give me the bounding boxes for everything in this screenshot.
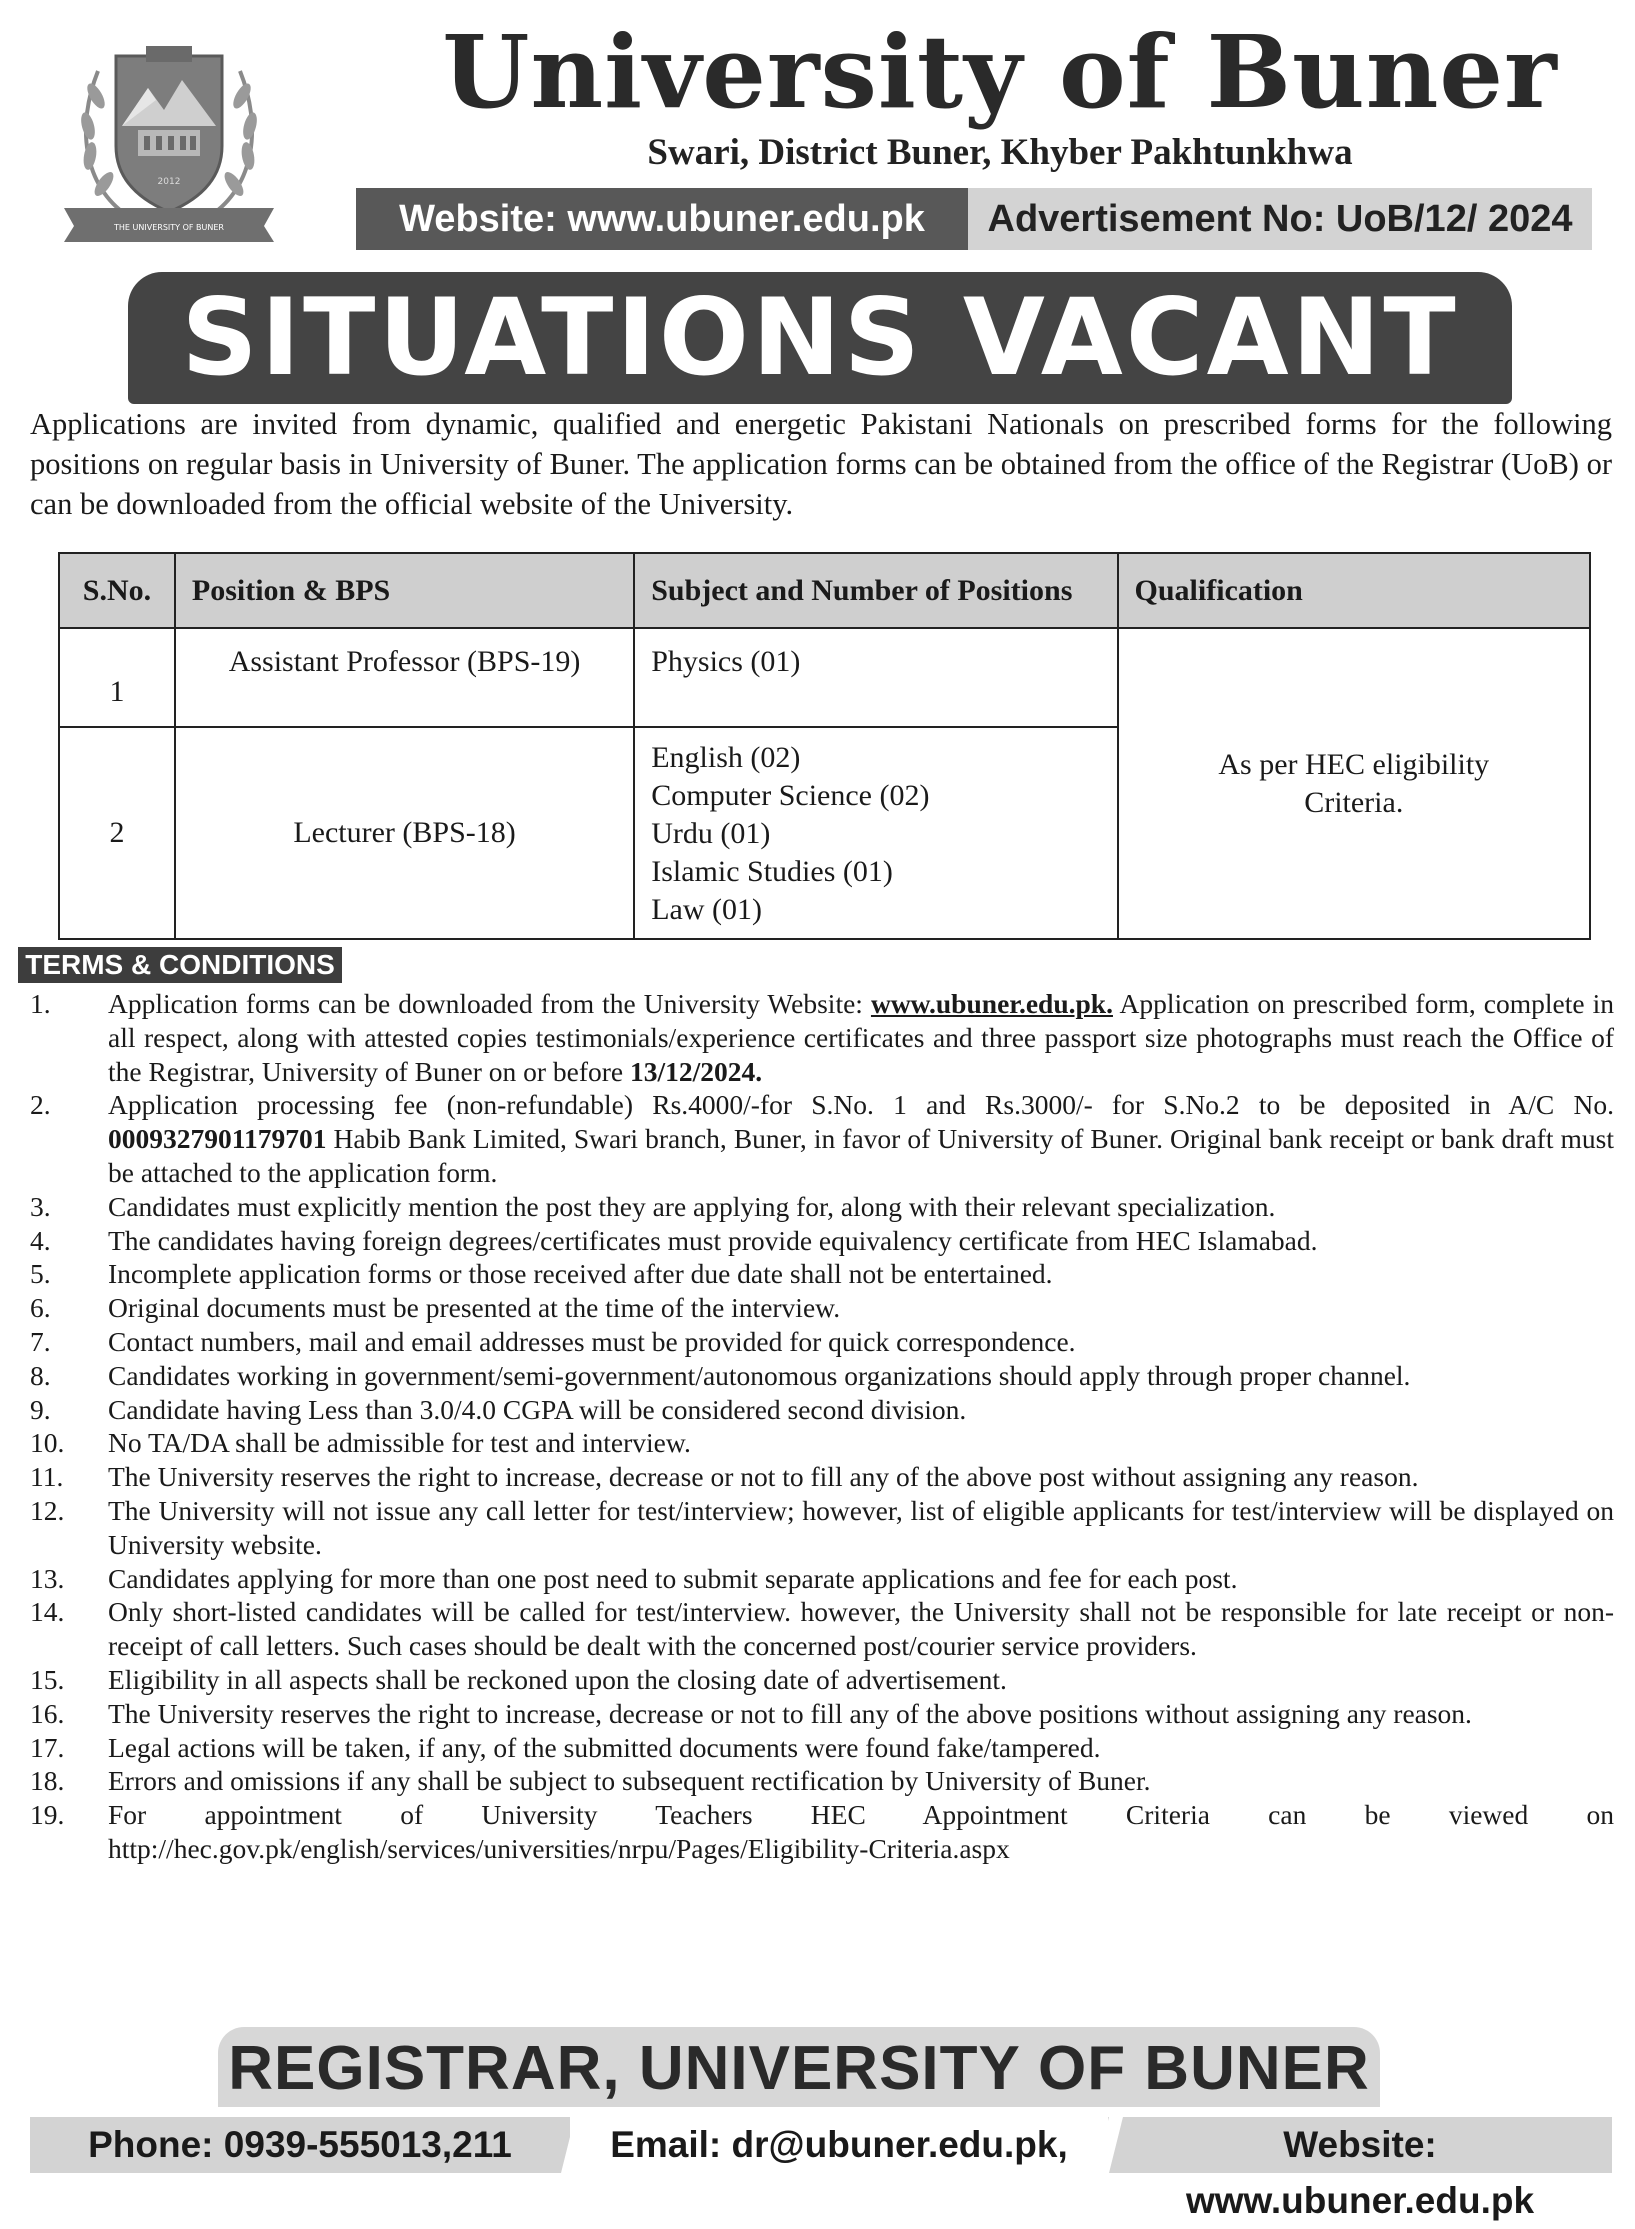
terms-item <box>20 1764 1614 1798</box>
terms-text-run: Candidates working in government/semi-government/autonomous organizations should apply through proper channel. <box>108 1359 1411 1391</box>
terms-item <box>20 987 1614 1088</box>
terms-item-number: 2. <box>30 1089 51 1121</box>
terms-item <box>20 1190 1614 1224</box>
terms-item <box>20 1291 1614 1325</box>
terms-item-text <box>108 1494 1614 1562</box>
row-position: Assistant Professor (BPS-19) <box>175 628 634 727</box>
terms-item-number: 8. <box>30 1359 51 1391</box>
terms-item <box>20 1426 1614 1460</box>
emphasis-text: 13/12/2024. <box>630 1055 763 1087</box>
registrar-signature: REGISTRAR, UNIVERSITY OF BUNER <box>218 2027 1380 2107</box>
terms-text-run: Errors and omissions if any shall be subject to subsequent rectification by University of Buner. <box>108 1765 1151 1797</box>
terms-item-text <box>108 987 1614 1088</box>
terms-item-text <box>108 1224 1614 1258</box>
terms-item-number: 6. <box>30 1292 51 1324</box>
subject-item: English (02) <box>651 741 801 774</box>
terms-item-number: 10. <box>30 1427 65 1459</box>
terms-item-text <box>108 1798 1614 1866</box>
terms-text-run: Only short-listed candidates will be called for test/interview. however, the University shall not be responsible for late receipt or non-receipt of call letters. Such cases should be dealt with the concerned post/courier service providers. <box>108 1596 1614 1662</box>
subject-item: Law (01) <box>651 893 763 926</box>
terms-item-number: 1. <box>30 988 51 1019</box>
university-address: Swari, District Buner, Khyber Pakhtunkhwa <box>647 132 1353 173</box>
terms-text-run: Original documents must be presented at the time of the interview. <box>108 1292 841 1324</box>
terms-text-run: Application processing fee (non-refundable) Rs.4000/-for S.No. 1 and Rs.3000/- for S.No.2 to be deposited in A/C No. <box>108 1089 1614 1121</box>
terms-item-text <box>108 1088 1614 1189</box>
terms-item-text <box>108 1359 1614 1393</box>
svg-text:THE UNIVERSITY OF BUNER: THE UNIVERSITY OF BUNER <box>114 223 224 232</box>
terms-heading: TERMS & CONDITIONS <box>18 947 342 983</box>
terms-item-number: 3. <box>30 1190 51 1222</box>
subject-item: Urdu (01) <box>651 817 771 850</box>
terms-item <box>20 1325 1614 1359</box>
terms-item-text <box>108 1562 1614 1596</box>
table-header-row <box>59 553 1590 628</box>
terms-text-run: No TA/DA shall be admissible for test and interview. <box>108 1427 691 1459</box>
terms-text-run: Candidates must explicitly mention the post they are applying for, along with their relevant specialization. <box>108 1190 1276 1222</box>
terms-text-run: Candidate having Less than 3.0/4.0 CGPA will be considered second division. <box>108 1393 967 1425</box>
qualification-cell <box>1118 628 1590 939</box>
contact-bar <box>30 2117 1612 2221</box>
terms-item-number: 19. <box>30 1799 65 1831</box>
terms-item-number: 16. <box>30 1697 65 1729</box>
terms-item-text <box>108 1697 1614 1731</box>
advertisement-number: Advertisement No: UoB/12/ 2024 <box>968 188 1592 250</box>
phone-number[interactable]: Phone: 0939-555013,211 <box>30 2117 570 2173</box>
terms-item-text <box>108 1393 1614 1427</box>
header-sno: S.No. <box>59 553 175 628</box>
website-bar[interactable]: Website: www.ubuner.edu.pk <box>356 188 968 250</box>
intro-paragraph: Applications are invited from dynamic, qualified and energetic Pakistani Nationals on prescribed forms for the following positions on regular basis in University of Buner. The application forms can be obtained from the office of the Registrar (UoB) or can be downloaded from the official website of the University. <box>30 407 1612 521</box>
table-row <box>59 628 1590 727</box>
terms-item-number: 5. <box>30 1258 51 1290</box>
qualification-line: As per HEC eligibility <box>1218 747 1490 781</box>
terms-text-run: Contact numbers, mail and email addresses must be provided for quick correspondence. <box>108 1325 1076 1357</box>
terms-item-number: 17. <box>30 1731 65 1763</box>
situations-vacant-banner: SITUATIONS VACANT <box>128 272 1512 404</box>
qualification-line: Criteria. <box>1304 785 1404 819</box>
terms-item-text <box>108 1595 1614 1663</box>
terms-text-run: Incomplete application forms or those received after due date shall not be entertained. <box>108 1258 1053 1290</box>
terms-item-number: 14. <box>30 1596 65 1628</box>
row-position: Lecturer (BPS-18) <box>175 727 634 939</box>
terms-item <box>20 1731 1614 1765</box>
terms-item-text <box>108 1190 1614 1224</box>
row-subjects <box>634 628 1117 727</box>
terms-item-text <box>108 1460 1614 1494</box>
terms-item <box>20 1562 1614 1596</box>
terms-item-text <box>108 1426 1614 1460</box>
terms-text-run: Legal actions will be taken, if any, of the submitted documents were found fake/tampered. <box>108 1731 1101 1763</box>
terms-text-run: The candidates having foreign degrees/certificates must provide equivalency certificate from HEC Islamabad. <box>108 1224 1318 1256</box>
university-title: University of Buner <box>442 13 1558 131</box>
terms-item <box>20 1088 1614 1189</box>
terms-item-number: 15. <box>30 1663 65 1695</box>
terms-text-run: Habib Bank Limited, Swari branch, Buner, in favor of University of Buner. Original bank receipt or bank draft must be attached to the application form. <box>108 1123 1614 1188</box>
positions-table <box>58 552 1591 940</box>
subject-item: Computer Science (02) <box>651 779 930 812</box>
website-link[interactable]: www.ubuner.edu.pk. <box>870 988 1113 1019</box>
terms-text-run: Application on prescribed form, complete in all respect, along with attested copies testimonials/experience certificates and three passport size photographs must reach the Office of the Registrar, University of Buner on or before <box>108 988 1614 1087</box>
emphasis-text: 0009327901179701 <box>108 1123 327 1155</box>
svg-text:2012: 2012 <box>157 177 181 187</box>
terms-item-number: 9. <box>30 1393 51 1425</box>
subject-item: Physics (01) <box>651 645 801 678</box>
row-sno: 1 <box>59 628 175 727</box>
row-subjects <box>634 727 1117 939</box>
terms-item <box>20 1663 1614 1697</box>
terms-item-text <box>108 1325 1614 1359</box>
terms-item-number: 4. <box>30 1224 51 1256</box>
terms-item <box>20 1595 1614 1663</box>
terms-item-text <box>108 1291 1614 1325</box>
terms-item-number: 11. <box>30 1461 64 1493</box>
header-qualification: Qualification <box>1118 553 1590 628</box>
terms-item <box>20 1359 1614 1393</box>
terms-item <box>20 1798 1614 1866</box>
subject-item: Islamic Studies (01) <box>651 855 893 888</box>
terms-item <box>20 1257 1614 1291</box>
terms-item-text <box>108 1764 1614 1798</box>
terms-text-run: Application forms can be downloaded from the University Website: <box>108 988 871 1019</box>
terms-item <box>20 1494 1614 1562</box>
terms-item <box>20 1393 1614 1427</box>
terms-item-text <box>108 1257 1614 1291</box>
terms-item <box>20 1697 1614 1731</box>
terms-item <box>20 1224 1614 1258</box>
terms-text-run: Candidates applying for more than one post need to submit separate applications and fee for each post. <box>108 1562 1238 1594</box>
terms-item-number: 18. <box>30 1765 65 1797</box>
footer-website[interactable]: Website: www.ubuner.edu.pk <box>1108 2117 1612 2173</box>
email-address[interactable]: Email: dr@ubuner.edu.pk, <box>570 2117 1108 2173</box>
terms-list <box>20 987 1614 1866</box>
terms-item-text <box>108 1731 1614 1765</box>
row-sno: 2 <box>59 727 175 939</box>
terms-text-run: The University reserves the right to increase, decrease or not to fill any of the above post without assigning any reason. <box>108 1461 1419 1493</box>
terms-text-run: The University reserves the right to increase, decrease or not to fill any of the above positions without assigning any reason. <box>108 1697 1472 1729</box>
terms-text-run: The University will not issue any call letter for test/interview; however, list of eligible applicants for test/interview will be displayed on University website. <box>108 1494 1614 1560</box>
header-position: Position & BPS <box>175 553 634 628</box>
terms-text-run: Eligibility in all aspects shall be reckoned upon the closing date of advertisement. <box>108 1663 1007 1695</box>
terms-item-text <box>108 1663 1614 1697</box>
terms-text-run: For appointment of University Teachers HEC Appointment Criteria can be viewed on http://hec.gov.pk/english/services/universities/nrpu/Pages/Eligibility-Criteria.aspx <box>108 1799 1614 1864</box>
university-crest-icon <box>58 26 280 242</box>
terms-item-number: 7. <box>30 1325 51 1357</box>
terms-item-number: 13. <box>30 1562 65 1594</box>
terms-item <box>20 1460 1614 1494</box>
terms-item-number: 12. <box>30 1494 65 1526</box>
header-subject: Subject and Number of Positions <box>634 553 1117 628</box>
